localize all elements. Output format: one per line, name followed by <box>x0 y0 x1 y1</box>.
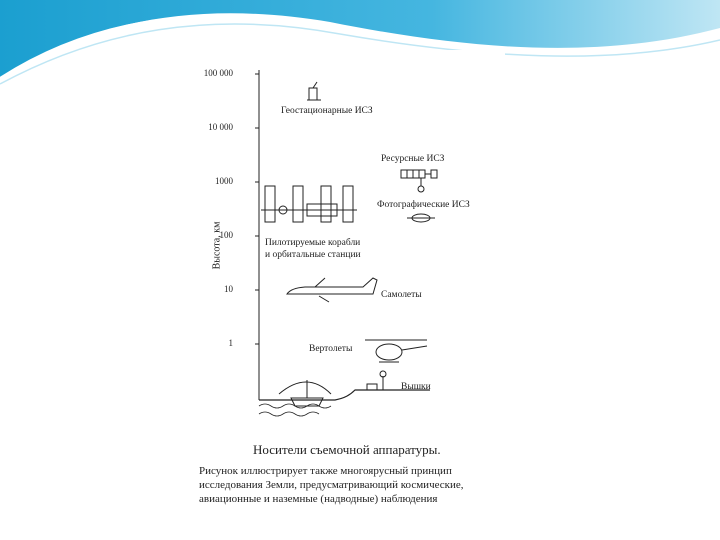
photo-satellite-icon <box>407 214 435 222</box>
label-geostationary: Геостационарные ИСЗ <box>281 106 373 116</box>
tick-label: 100 <box>219 230 233 240</box>
tower-icon <box>367 371 386 390</box>
figure-caption: Носители съемочной аппаратуры. <box>253 442 441 457</box>
geostationary-satellite-icon <box>307 82 321 100</box>
note-line: Рисунок иллюстрирует также многоярусный принцип <box>199 465 452 477</box>
tick-label: 10 <box>224 284 233 294</box>
ship-icon <box>279 380 331 406</box>
tick-label: 1000 <box>215 176 233 186</box>
label-piloted-line2: и орбитальные станции <box>265 250 361 260</box>
note-line: исследования Земли, предусматривающий космические, <box>199 479 464 491</box>
label-towers: Вышки <box>401 382 431 392</box>
tick-label: 10 000 <box>208 122 233 132</box>
label-resource: Ресурсные ИСЗ <box>381 154 445 164</box>
label-airplanes: Самолеты <box>381 290 422 300</box>
axis-title: Высота, км <box>211 221 223 270</box>
orbital-station-icon <box>261 186 357 222</box>
tick-label: 100 000 <box>203 68 233 78</box>
carriers-figure <box>195 50 505 520</box>
figure-note <box>199 464 509 506</box>
tick-label: 1 <box>228 338 233 348</box>
note-line: авиационные и наземные (надводные) наблюдения <box>199 493 438 505</box>
label-helicopters: Вертолеты <box>309 344 353 354</box>
label-photographic: Фотографические ИСЗ <box>377 200 470 210</box>
helicopter-icon <box>365 340 427 362</box>
label-piloted-line1: Пилотируемые корабли <box>265 238 361 248</box>
resource-satellite-icon <box>401 170 437 192</box>
airplane-icon <box>287 278 377 302</box>
